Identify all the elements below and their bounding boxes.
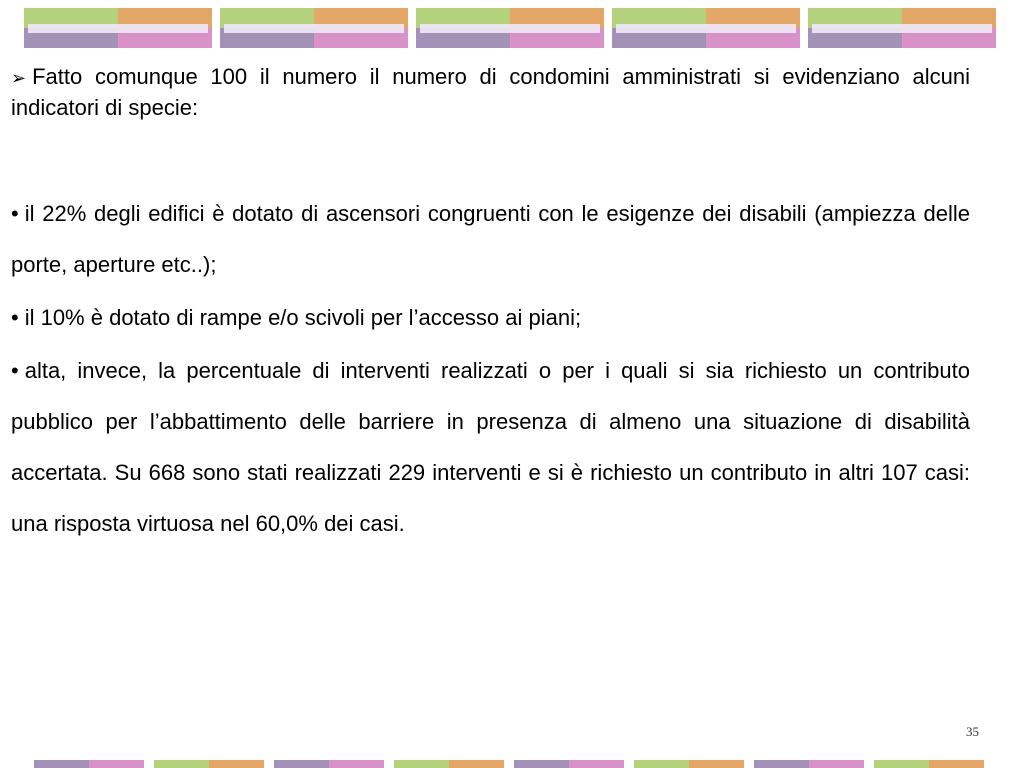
dot-bullet-icon: • bbox=[11, 358, 19, 383]
decor-tile bbox=[514, 760, 624, 768]
bullet-item bbox=[11, 188, 970, 290]
decor-tile bbox=[220, 8, 408, 48]
intro-text: Fatto comunque 100 il numero il numero di condomini amministrati si evidenziano alcuni indicatori di specie: bbox=[11, 64, 970, 120]
decor-tile bbox=[24, 8, 212, 48]
bullet-item bbox=[11, 345, 970, 549]
decor-tile bbox=[154, 760, 264, 768]
decor-tile bbox=[416, 8, 604, 48]
dot-bullet-icon: • bbox=[11, 201, 19, 226]
slide-content bbox=[11, 62, 970, 549]
decor-tile bbox=[808, 8, 996, 48]
bullet-text: il 10% è dotato di rampe e/o scivoli per l’accesso ai piani; bbox=[24, 305, 582, 330]
decor-tile bbox=[612, 8, 800, 48]
decor-tile bbox=[274, 760, 384, 768]
dot-bullet-icon: • bbox=[11, 305, 19, 330]
decor-tile bbox=[634, 760, 744, 768]
page-number: 35 bbox=[966, 724, 979, 739]
intro-paragraph bbox=[11, 62, 970, 122]
decor-tile bbox=[754, 760, 864, 768]
bullet-text: alta, invece, la percentuale di interventi realizzati o per i quali si sia richiesto un contributo pubblico per l’abbattimento delle barriere in presenza di almeno una situazione di disabilità accertata. Su 668 sono stati realizzati 229 interventi e si è richiesto un contributo in altri 107 casi: una risposta virtuosa nel 60,0% dei casi. bbox=[11, 358, 970, 536]
arrow-bullet-icon: ➢ bbox=[11, 68, 27, 88]
bullet-text: il 22% degli edifici è dotato di ascensori congruenti con le esigenze dei disabili (ampiezza delle porte, aperture etc..); bbox=[11, 201, 970, 277]
decor-tile bbox=[394, 760, 504, 768]
top-decorative-band bbox=[24, 8, 1000, 48]
bullet-item bbox=[11, 292, 970, 343]
bottom-decorative-band bbox=[34, 760, 994, 768]
decor-tile bbox=[34, 760, 144, 768]
decor-tile bbox=[874, 760, 984, 768]
